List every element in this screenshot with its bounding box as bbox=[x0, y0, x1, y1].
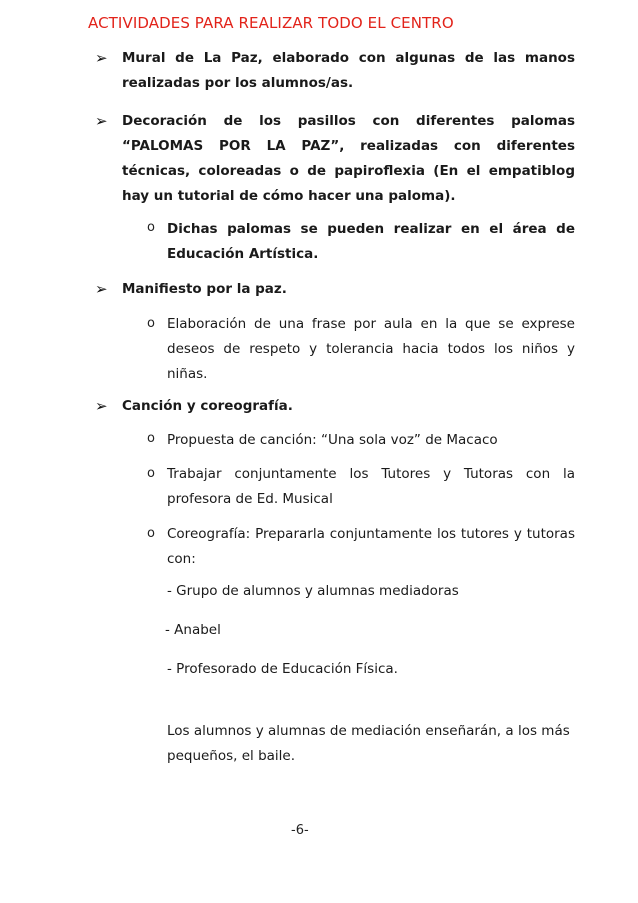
closing-paragraph: Los alumnos y alumnas de mediación enseñarán, a los más pequeños, el baile. bbox=[167, 723, 570, 764]
dash-item-grupo: - Grupo de alumnos y alumnas mediadoras bbox=[167, 583, 459, 599]
bullet-mural: Mural de La Paz, elaborado con algunas de las manos realizadas por los alumnos/as. bbox=[122, 50, 575, 91]
arrow-bullet-icon: ➢ bbox=[95, 280, 108, 298]
subitem-coreografia: Coreografía: Prepararla conjuntamente los tutores y tutoras con: bbox=[167, 526, 575, 567]
bullet-manifiesto: Manifiesto por la paz. bbox=[122, 281, 287, 297]
arrow-bullet-icon: ➢ bbox=[95, 112, 108, 130]
circle-bullet-icon: o bbox=[147, 526, 155, 541]
page-number: -6- bbox=[291, 823, 309, 838]
circle-bullet-icon: o bbox=[147, 431, 155, 446]
circle-bullet-icon: o bbox=[147, 220, 155, 235]
subitem-trabajar: Trabajar conjuntamente los Tutores y Tutoras con la profesora de Ed. Musical bbox=[167, 466, 575, 507]
subitem-elaboracion: Elaboración de una frase por aula en la que se exprese deseos de respeto y tolerancia hacia todos los niños y niñas. bbox=[167, 316, 575, 382]
bullet-decoracion: Decoración de los pasillos con diferentes palomas “PALOMAS POR LA PAZ”, realizadas con diferentes técnicas, coloreadas o de papiroflexia (En el empatiblog hay un tutorial de cómo hacer una paloma). bbox=[122, 113, 575, 204]
subitem-propuesta: Propuesta de canción: “Una sola voz” de Macaco bbox=[167, 432, 498, 448]
dash-item-anabel: - Anabel bbox=[165, 622, 221, 638]
page-header-title: ACTIVIDADES PARA REALIZAR TODO EL CENTRO bbox=[88, 14, 454, 32]
bullet-cancion: Canción y coreografía. bbox=[122, 398, 293, 414]
dash-item-profesorado: - Profesorado de Educación Física. bbox=[167, 661, 398, 677]
subitem-dichas: Dichas palomas se pueden realizar en el área de Educación Artística. bbox=[167, 221, 575, 262]
arrow-bullet-icon: ➢ bbox=[95, 397, 108, 415]
circle-bullet-icon: o bbox=[147, 316, 155, 331]
arrow-bullet-icon: ➢ bbox=[95, 49, 108, 67]
circle-bullet-icon: o bbox=[147, 466, 155, 481]
